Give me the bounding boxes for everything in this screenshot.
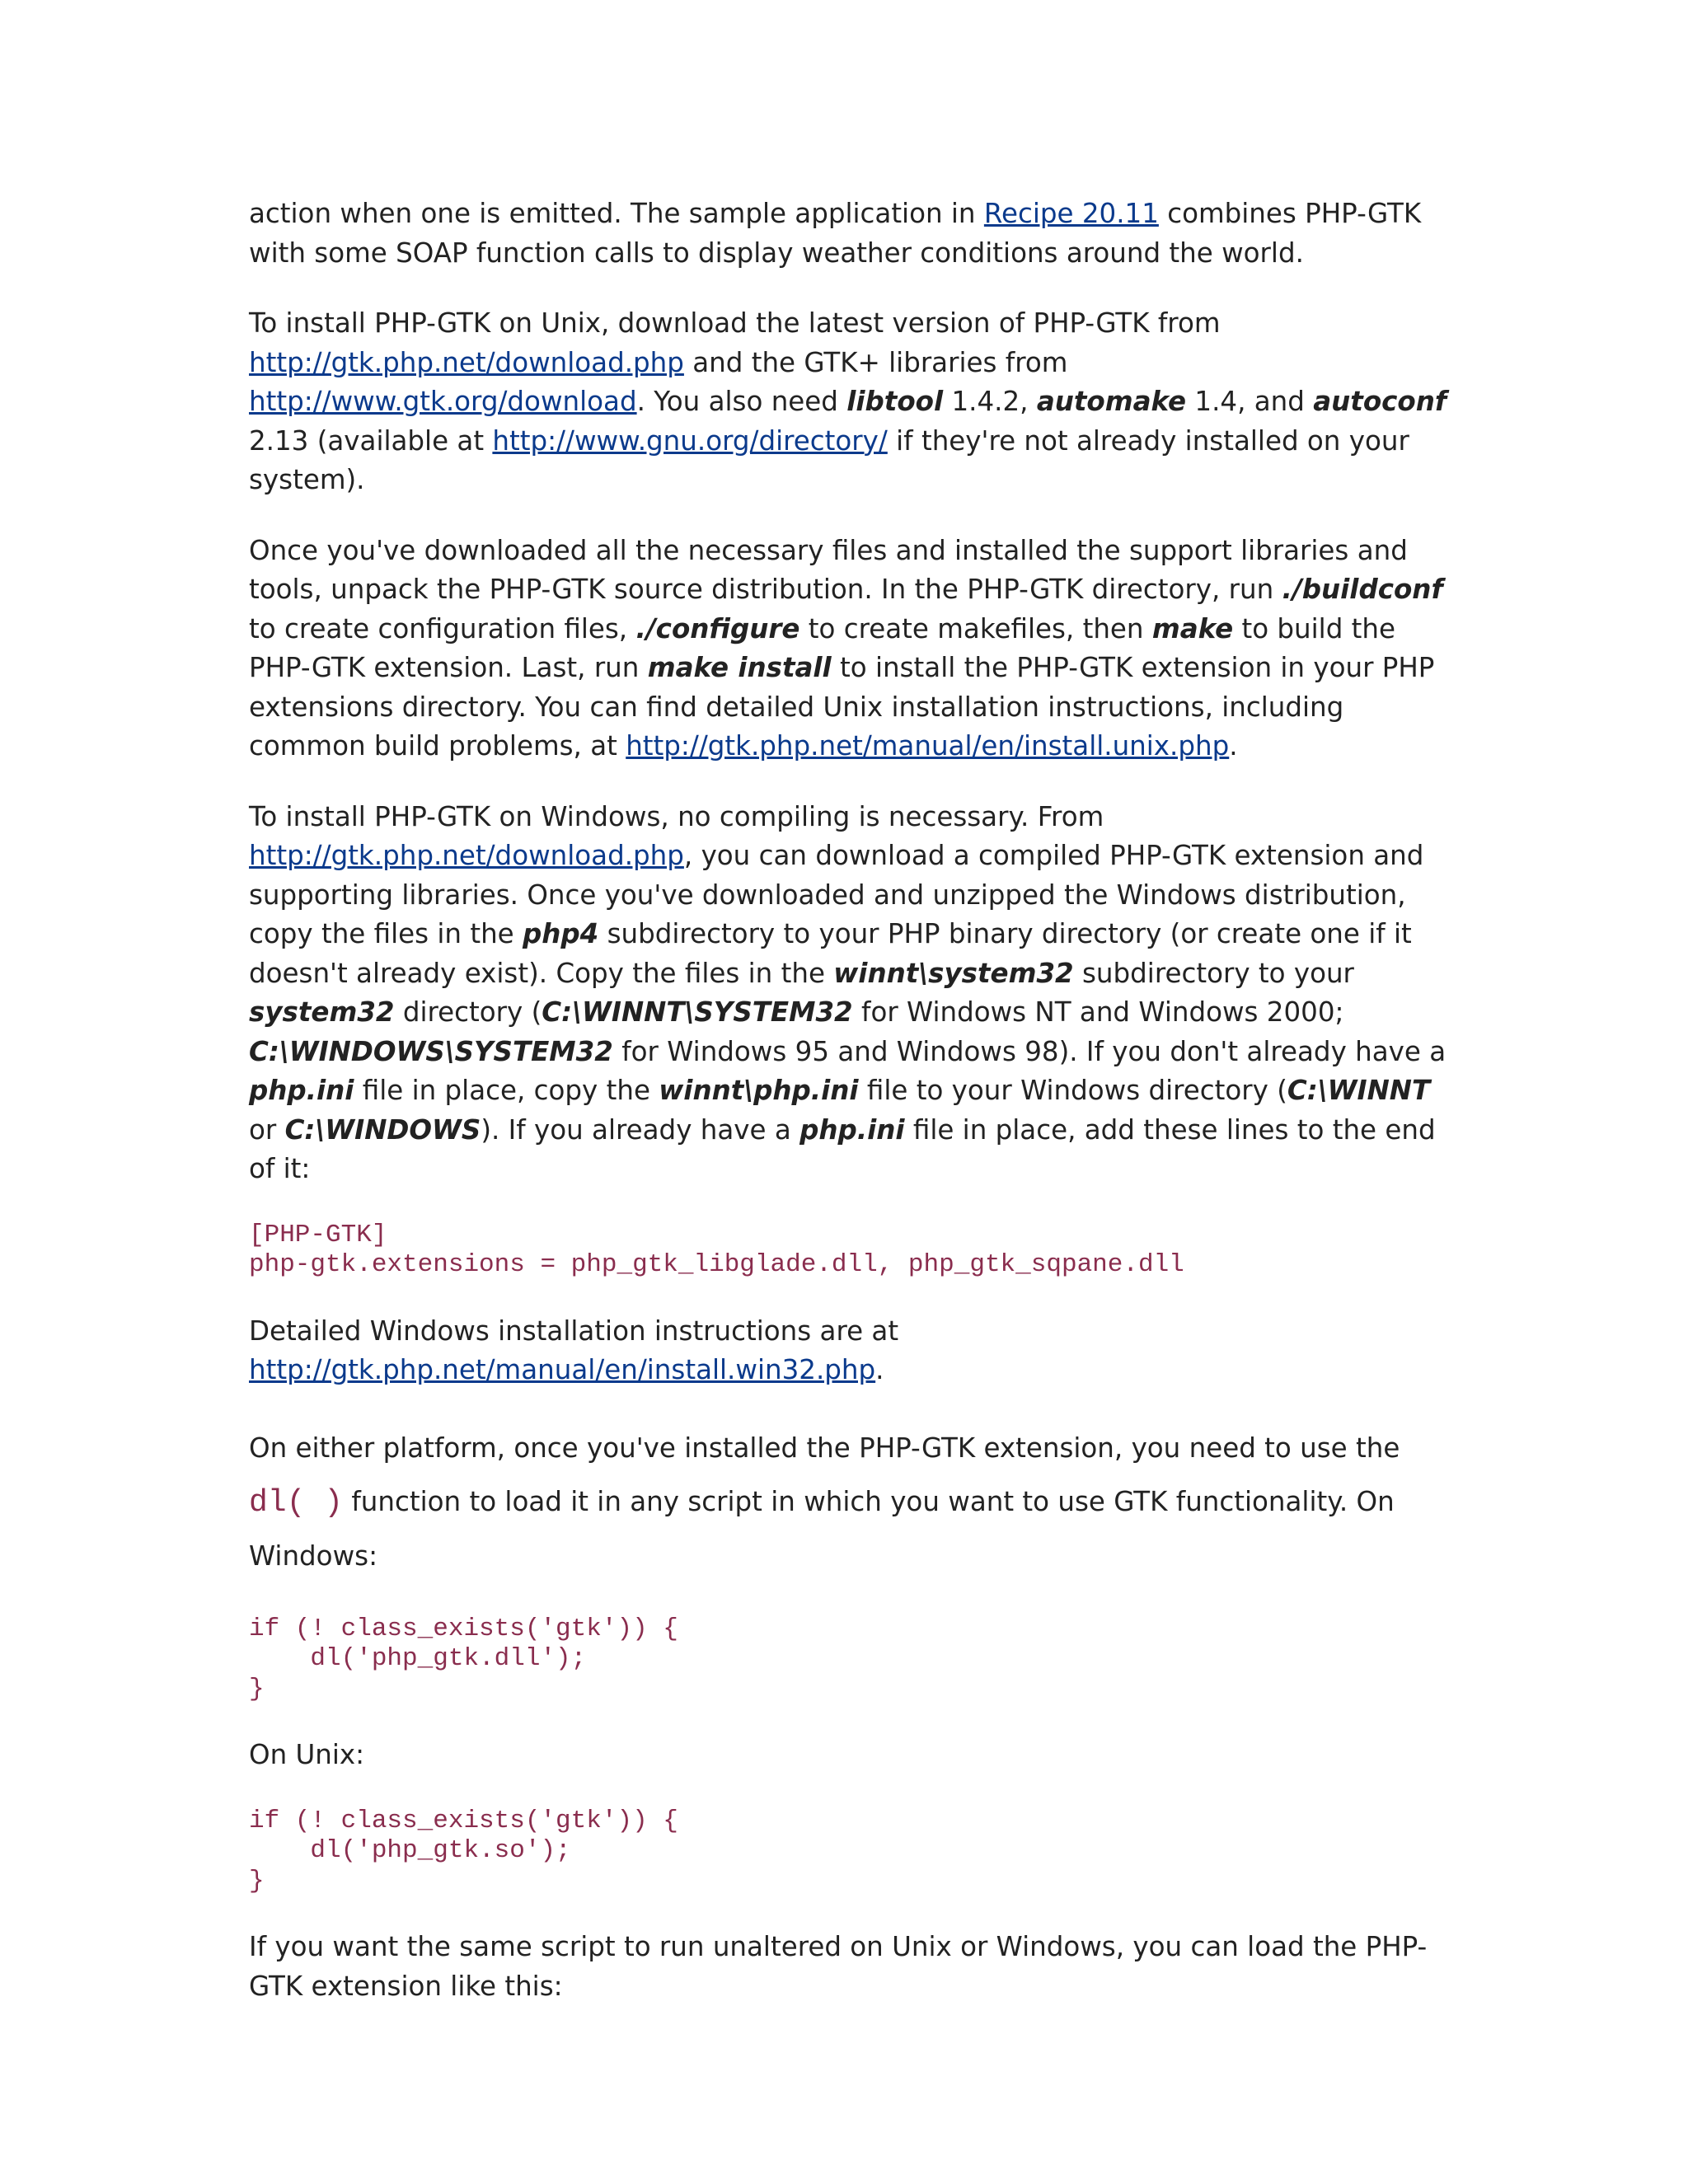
- link-install-win32[interactable]: http://gtk.php.net/manual/en/install.win32.php: [249, 1354, 876, 1385]
- term-configure: ./configure: [635, 612, 800, 644]
- link-recipe-20-11[interactable]: Recipe 20.11: [983, 198, 1159, 229]
- term-php4: php4: [523, 918, 599, 949]
- paragraph-cross-platform: If you want the same script to run unaltered on Unix or Windows, you can load the PHP-GTK extension like this:: [249, 1931, 1428, 2002]
- term-libtool: libtool: [846, 386, 944, 417]
- code-block-unix: if (! class_exists('gtk')) { dl('php_gtk.so'); }: [249, 1806, 678, 1896]
- link-gtk-php-download-win[interactable]: http://gtk.php.net/download.php: [249, 840, 684, 871]
- paragraph-intro: action when one is emitted. The sample application in Recipe 20.11 combines PHP-GTK with some SOAP function calls to display weather conditions around the world.: [249, 198, 1422, 269]
- term-c-winnt: C:\WINNT: [1287, 1075, 1431, 1106]
- term-autoconf: autoconf: [1313, 386, 1447, 417]
- code-block-php-ini: [PHP-GTK] php-gtk.extensions = php_gtk_libglade.dll, php_gtk_sqpane.dll: [249, 1220, 1184, 1279]
- link-gnu-directory[interactable]: http://www.gnu.org/directory/: [492, 424, 888, 457]
- term-winnt-php-ini: winnt\php.ini: [659, 1075, 859, 1106]
- term-make-install: make install: [647, 652, 832, 683]
- term-c-windows: C:\WINDOWS: [284, 1113, 481, 1146]
- term-c-winnt-system32: C:\WINNT\SYSTEM32: [542, 996, 853, 1028]
- link-install-unix[interactable]: http://gtk.php.net/manual/en/install.unix.php: [626, 730, 1230, 762]
- term-c-windows-system32: C:\WINDOWS\SYSTEM32: [249, 1035, 613, 1067]
- term-php-ini: php.ini: [249, 1075, 354, 1106]
- paragraph-unix-build: Once you've downloaded all the necessary files and installed the support libraries and tools, unpack the PHP-GTK source distribution. In the PHP-GTK directory, run ./buildconf to create configuration files, ./configure to create makefiles, then make to build the PHP-GTK extension. Last, run make install to install the PHP-GTK extension in your PHP extensions directory. You can find detailed Unix installation instructions, including common build problems, at http://gtk.php.net/manual/en/install.unix.php.: [249, 534, 1443, 762]
- term-buildconf: ./buildconf: [1282, 574, 1443, 605]
- term-make: make: [1151, 612, 1234, 644]
- paragraph-on-unix: On Unix:: [249, 1739, 365, 1770]
- term-php-ini-2: php.ini: [799, 1113, 905, 1146]
- term-system32: system32: [249, 996, 395, 1028]
- code-block-windows: if (! class_exists('gtk')) { dl('php_gtk.dll'); }: [249, 1614, 678, 1704]
- paragraph-dl-function: On either platform, once you've installed the PHP-GTK extension, you need to use the dl( ) function to load it in any script in which you want to use GTK functionality. On Windows:: [249, 1432, 1400, 1572]
- paragraph-windows-instructions: Detailed Windows installation instructions are at http://gtk.php.net/manual/en/install.win32.php.: [249, 1315, 899, 1385]
- document-page: [249, 194, 1452, 2037]
- link-gtk-php-download[interactable]: http://gtk.php.net/download.php: [249, 346, 684, 378]
- term-winnt-system32: winnt\system32: [833, 957, 1074, 989]
- inline-code-dl: dl( ): [249, 1484, 344, 1521]
- paragraph-windows-install: To install PHP-GTK on Windows, no compiling is necessary. From http://gtk.php.net/download.php, you can download a compiled PHP-GTK extension and supporting libraries. Once you've downloaded and unzipped the Windows distribution, copy the files in the php4 subdirectory to your PHP binary directory (or create one if it doesn't already exist). Copy the files in the winnt\system32 subdirectory to your system32 directory (C:\WINNT\SYSTEM32 for Windows NT and Windows 2000; C:\WINDOWS\SYSTEM32 for Windows 95 and Windows 98). If you don't already have a php.ini file in place, copy the winnt\php.ini file to your Windows directory (C:\WINNT or C:\WINDOWS). If you already have a php.ini file in place, add these lines to the end of it:: [249, 800, 1447, 1184]
- link-gtk-org-download[interactable]: http://www.gtk.org/download: [249, 386, 637, 417]
- paragraph-unix-download: To install PHP-GTK on Unix, download the latest version of PHP-GTK from http://gtk.php.net/download.php and the GTK+ libraries from http://www.gtk.org/download. You also need libtool 1.4.2, automake 1.4, and autoconf 2.13 (available at http://www.gnu.org/directory/ if they're not already installed on your system).: [249, 307, 1447, 495]
- term-automake: automake: [1036, 386, 1187, 417]
